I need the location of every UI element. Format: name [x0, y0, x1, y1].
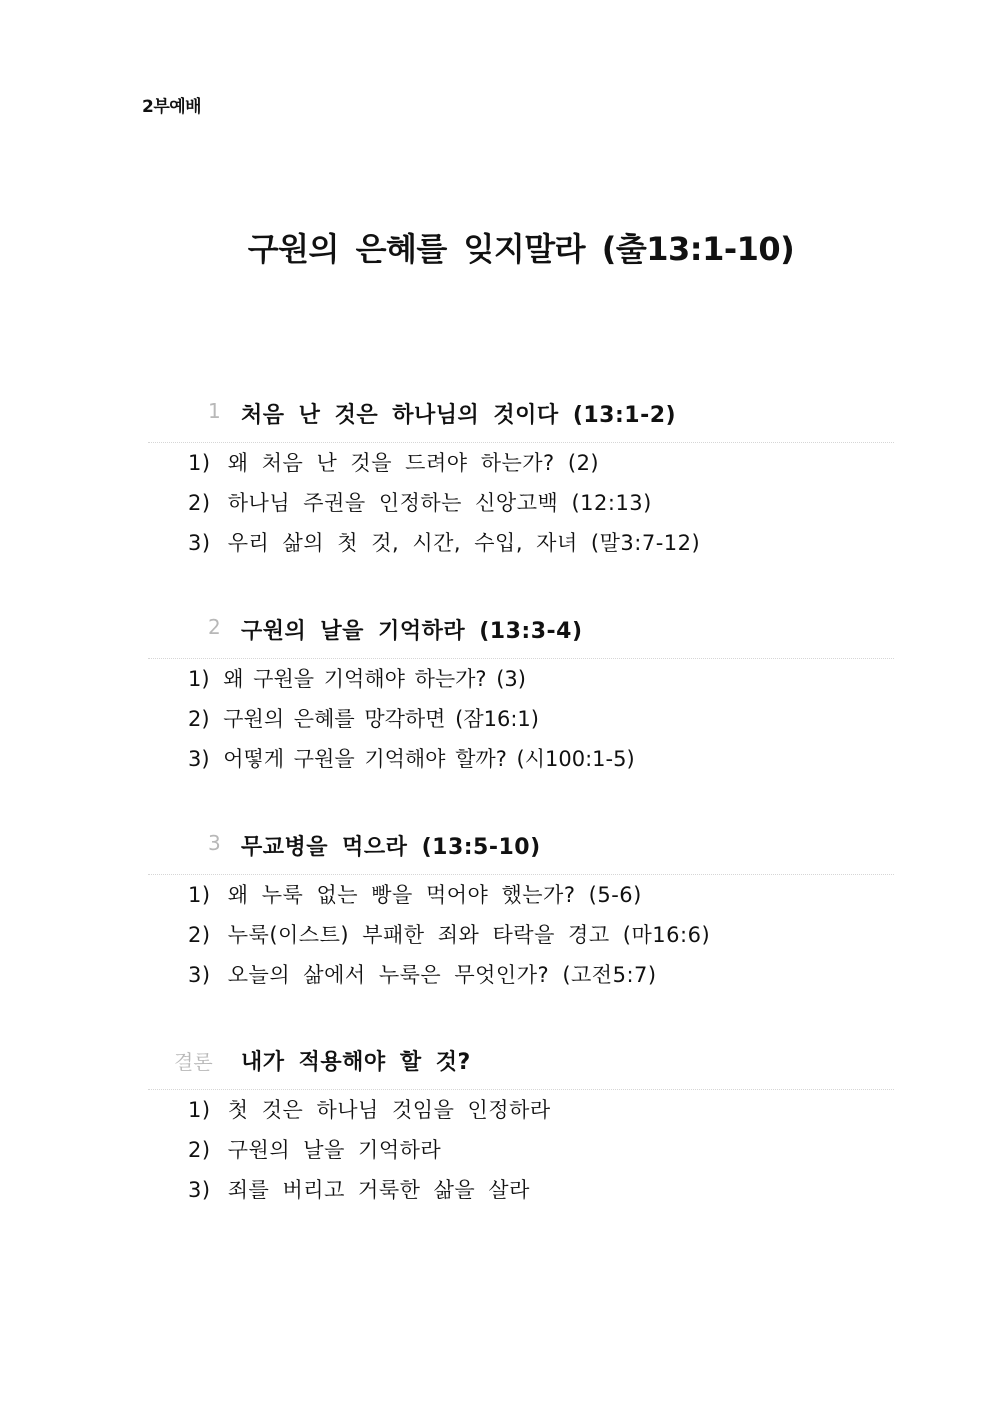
list-item [148, 955, 894, 995]
item-text: 오늘의 삶에서 누룩은 무엇인가? (고전5:7) [227, 963, 657, 987]
list-item [148, 1090, 894, 1130]
section-number: 결론 [174, 1050, 213, 1074]
section-2 [148, 610, 894, 779]
list-item [148, 1170, 894, 1210]
item-text: 왜 처음 난 것을 드려야 하는가? (2) [227, 451, 600, 475]
item-text: 어떻게 구원을 기억해야 할까? (시100:1-5) [223, 747, 635, 771]
section-number: 1 [208, 399, 221, 423]
item-number: 2) [188, 1138, 211, 1162]
item-number: 2) [188, 491, 211, 515]
list-item [148, 699, 894, 739]
point-list [148, 1090, 894, 1210]
list-item [148, 523, 894, 563]
list-item [148, 739, 894, 779]
item-text: 구원의 은혜를 망각하면 (잠16:1) [223, 707, 539, 731]
section-title: 구원의 날을 기억하라 (13:3-4) [241, 619, 583, 644]
section-number: 2 [208, 615, 221, 639]
item-number: 3) [188, 963, 211, 987]
sermon-title: 구원의 은혜를 잊지말라 (출13:1-10) [247, 230, 795, 268]
item-text: 죄를 버리고 거룩한 삶을 살라 [227, 1178, 530, 1202]
list-item [148, 659, 894, 699]
item-number: 2) [188, 707, 210, 731]
section-number: 3 [208, 831, 221, 855]
item-text: 왜 누룩 없는 빵을 먹어야 했는가? (5-6) [227, 883, 642, 907]
item-text: 구원의 날을 기억하라 [227, 1138, 442, 1162]
list-item [148, 1130, 894, 1170]
section-heading [148, 826, 894, 875]
list-item [148, 483, 894, 523]
list-item [148, 443, 894, 483]
section-title: 무교병을 먹으라 (13:5-10) [241, 835, 541, 860]
section-3 [148, 826, 894, 995]
point-list [148, 875, 894, 995]
point-list [148, 443, 894, 563]
item-text: 누룩(이스트) 부패한 죄와 타락을 경고 (마16:6) [227, 923, 711, 947]
point-list [148, 659, 894, 779]
list-item [148, 875, 894, 915]
item-number: 3) [188, 531, 211, 555]
section-heading [148, 610, 894, 659]
item-number: 1) [188, 451, 211, 475]
item-text: 왜 구원을 기억해야 하는가? (3) [223, 667, 526, 691]
section-1 [148, 394, 894, 563]
item-number: 3) [188, 1178, 211, 1202]
item-number: 1) [188, 1098, 211, 1122]
item-number: 3) [188, 747, 210, 771]
section-conclusion [148, 1041, 894, 1210]
item-text: 우리 삶의 첫 것, 시간, 수입, 자녀 (말3:7-12) [227, 531, 701, 555]
item-number: 2) [188, 923, 211, 947]
section-title: 처음 난 것은 하나님의 것이다 (13:1-2) [241, 403, 677, 428]
section-heading [148, 394, 894, 443]
item-text: 하나님 주권을 인정하는 신앙고백 (12:13) [227, 491, 652, 515]
service-label: 2부예배 [142, 97, 202, 117]
item-number: 1) [188, 667, 210, 691]
item-number: 1) [188, 883, 211, 907]
section-title: 내가 적용해야 할 것? [241, 1050, 471, 1075]
item-text: 첫 것은 하나님 것임을 인정하라 [227, 1098, 551, 1122]
section-heading [148, 1041, 894, 1090]
list-item [148, 915, 894, 955]
